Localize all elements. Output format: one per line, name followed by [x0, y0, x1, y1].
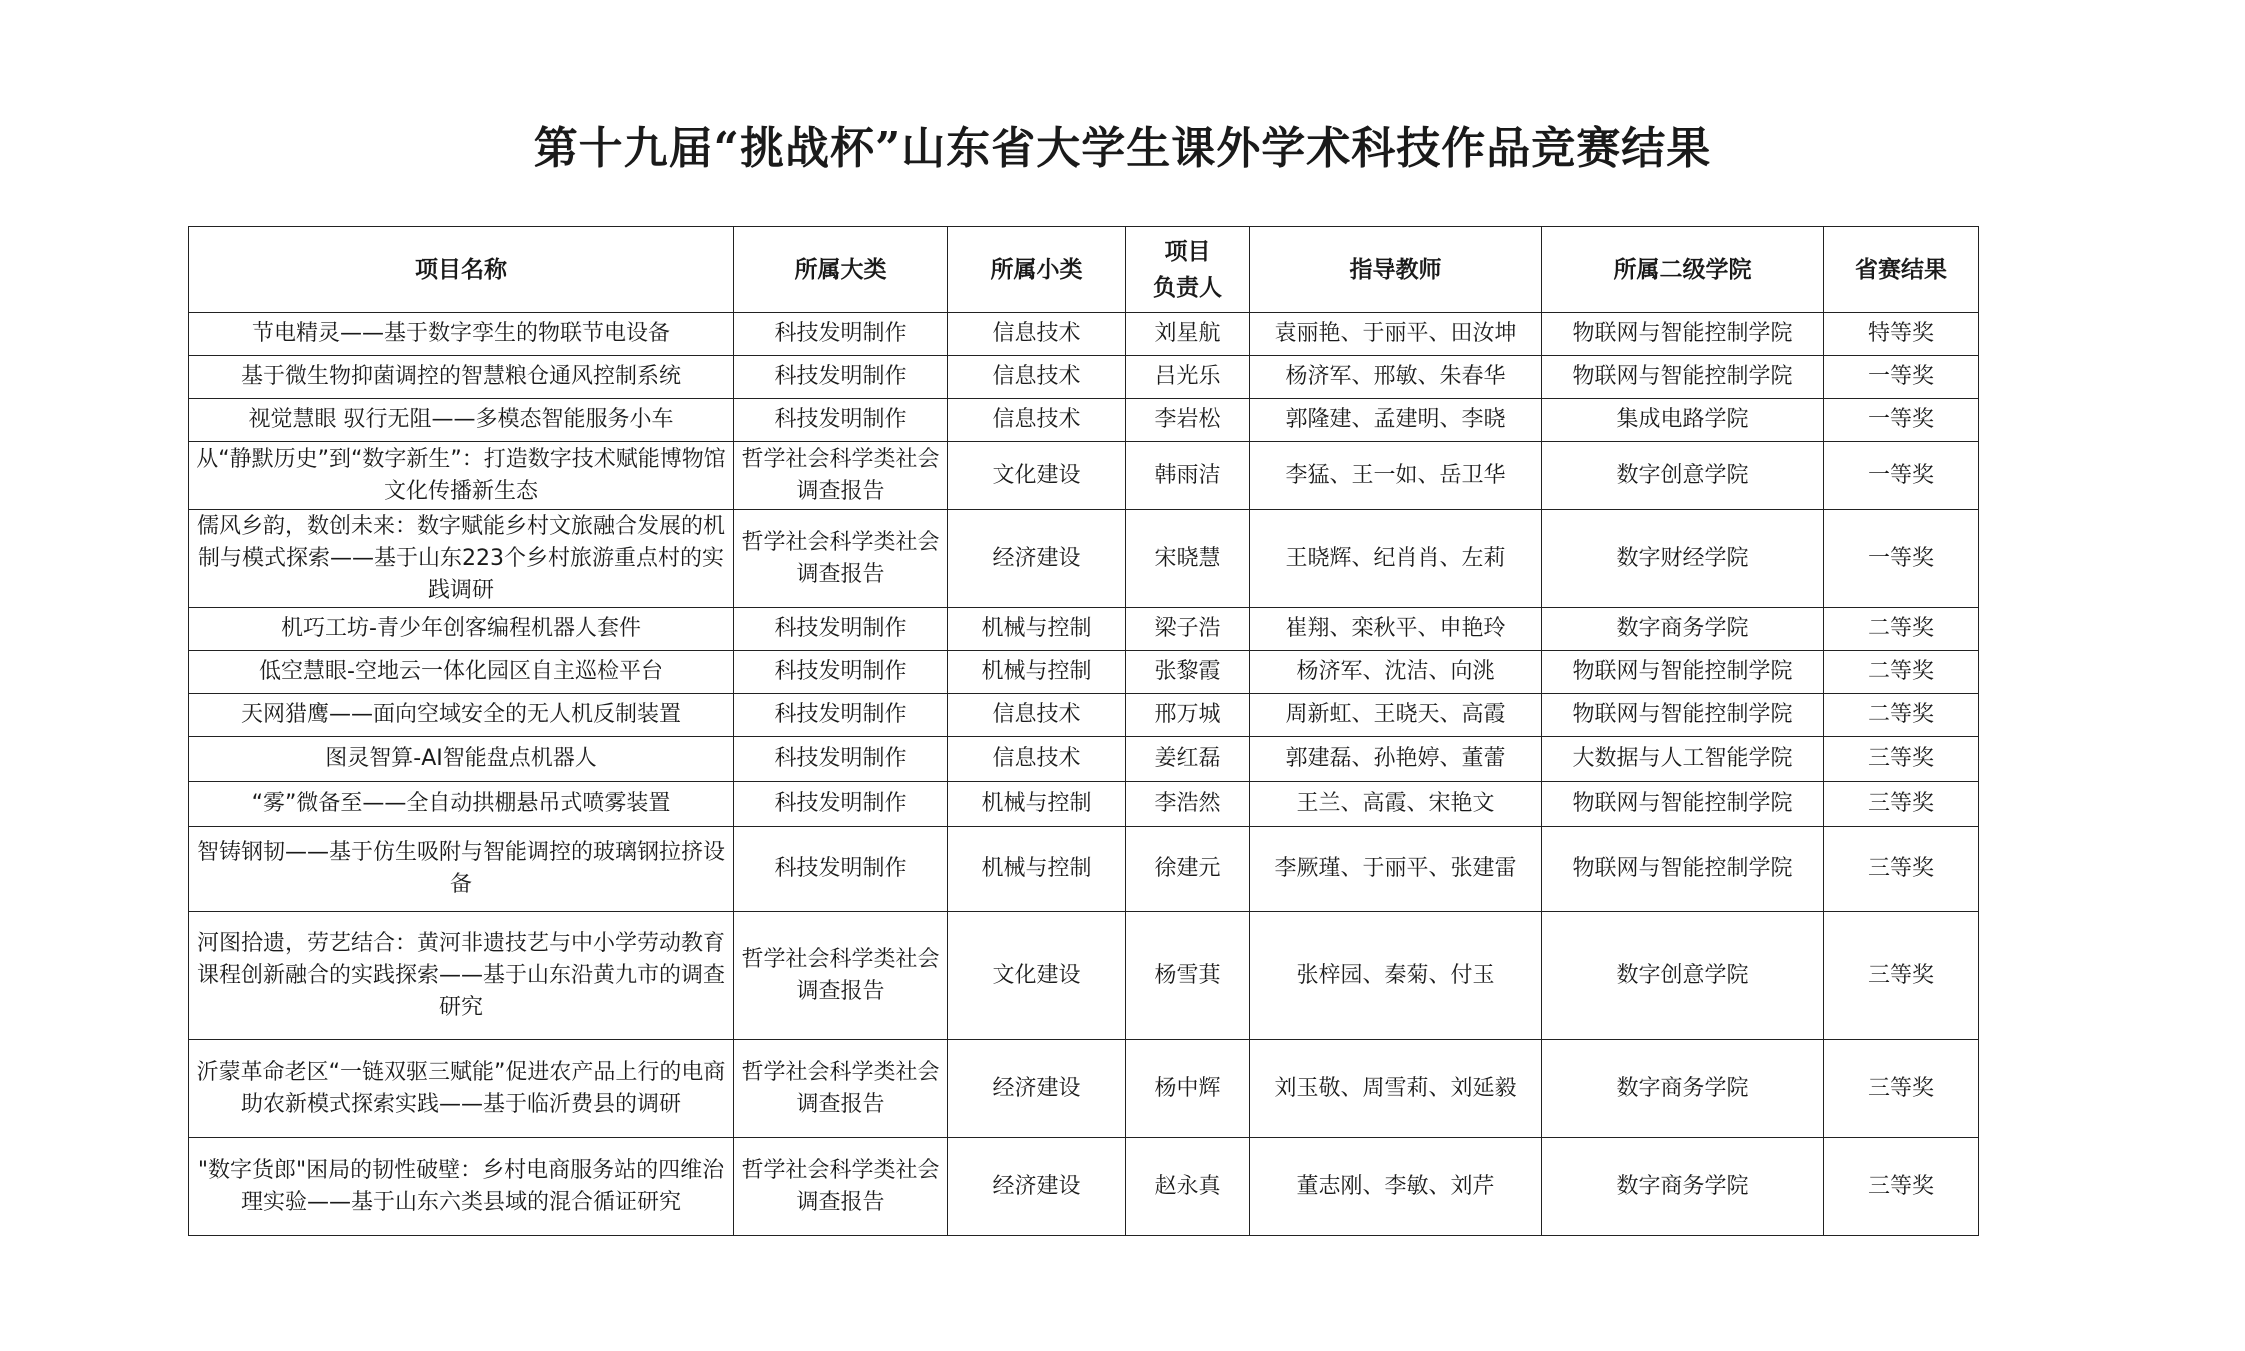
advisors-cell: 周新虹、王晓天、高霞 — [1250, 694, 1542, 737]
header-leader-line1: 项目 — [1164, 237, 1211, 265]
advisors-cell: 郭建磊、孙艳婷、董蕾 — [1250, 737, 1542, 782]
table-row — [189, 399, 1979, 442]
result-cell: 二等奖 — [1824, 694, 1979, 737]
leader-cell: 李浩然 — [1126, 782, 1250, 827]
leader-cell: 杨中辉 — [1126, 1040, 1250, 1138]
advisors-cell: 郭隆建、孟建明、李晓 — [1250, 399, 1542, 442]
advisors-cell: 王兰、高霞、宋艳文 — [1250, 782, 1542, 827]
header-category: 所属大类 — [734, 227, 948, 313]
subcategory-cell: 机械与控制 — [948, 827, 1126, 912]
result-cell: 三等奖 — [1824, 912, 1979, 1040]
advisors-cell: 李猛、王一如、岳卫华 — [1250, 442, 1542, 510]
subcategory-cell: 文化建设 — [948, 442, 1126, 510]
category-cell: 哲学社会科学类社会调查报告 — [734, 912, 948, 1040]
advisors-cell: 王晓辉、纪肖肖、左莉 — [1250, 510, 1542, 608]
category-cell: 科技发明制作 — [734, 782, 948, 827]
college-cell: 物联网与智能控制学院 — [1542, 356, 1824, 399]
header-subcategory: 所属小类 — [948, 227, 1126, 313]
result-cell: 一等奖 — [1824, 510, 1979, 608]
result-cell: 二等奖 — [1824, 608, 1979, 651]
result-cell: 一等奖 — [1824, 442, 1979, 510]
leader-cell: 张黎霞 — [1126, 651, 1250, 694]
advisors-cell: 崔翔、栾秋平、申艳玲 — [1250, 608, 1542, 651]
table-row — [189, 651, 1979, 694]
project-name-cell: 河图拾遗，劳艺结合：黄河非遗技艺与中小学劳动教育课程创新融合的实践探索——基于山东沿黄九市的调查研究 — [189, 912, 734, 1040]
result-cell: 三等奖 — [1824, 827, 1979, 912]
table-row — [189, 313, 1979, 356]
result-cell: 三等奖 — [1824, 737, 1979, 782]
header-result: 省赛结果 — [1824, 227, 1979, 313]
advisors-cell: 张梓园、秦菊、付玉 — [1250, 912, 1542, 1040]
college-cell: 数字创意学院 — [1542, 912, 1824, 1040]
result-cell: 特等奖 — [1824, 313, 1979, 356]
category-cell: 哲学社会科学类社会调查报告 — [734, 442, 948, 510]
subcategory-cell: 文化建设 — [948, 912, 1126, 1040]
leader-cell: 梁子浩 — [1126, 608, 1250, 651]
leader-cell: 杨雪萁 — [1126, 912, 1250, 1040]
subcategory-cell: 经济建设 — [948, 510, 1126, 608]
result-cell: 二等奖 — [1824, 651, 1979, 694]
college-cell: 物联网与智能控制学院 — [1542, 694, 1824, 737]
college-cell: 物联网与智能控制学院 — [1542, 782, 1824, 827]
college-cell: 物联网与智能控制学院 — [1542, 313, 1824, 356]
college-cell: 数字创意学院 — [1542, 442, 1824, 510]
leader-cell: 宋晓慧 — [1126, 510, 1250, 608]
subcategory-cell: 信息技术 — [948, 313, 1126, 356]
college-cell: 数字商务学院 — [1542, 1138, 1824, 1236]
category-cell: 哲学社会科学类社会调查报告 — [734, 1040, 948, 1138]
subcategory-cell: 机械与控制 — [948, 782, 1126, 827]
college-cell: 集成电路学院 — [1542, 399, 1824, 442]
college-cell: 数字财经学院 — [1542, 510, 1824, 608]
table-row — [189, 1040, 1979, 1138]
header-leader — [1126, 227, 1250, 313]
table-row — [189, 782, 1979, 827]
category-cell: 科技发明制作 — [734, 651, 948, 694]
leader-cell: 赵永真 — [1126, 1138, 1250, 1236]
document-title: 第十九届“挑战杯”山东省大学生课外学术科技作品竞赛结果 — [533, 123, 1712, 174]
result-cell: 三等奖 — [1824, 782, 1979, 827]
category-cell: 哲学社会科学类社会调查报告 — [734, 1138, 948, 1236]
category-cell: 科技发明制作 — [734, 694, 948, 737]
project-name-cell: 沂蒙革命老区“一链双驱三赋能”促进农产品上行的电商助农新模式探索实践——基于临沂费县的调研 — [189, 1040, 734, 1138]
result-cell: 一等奖 — [1824, 356, 1979, 399]
leader-cell: 邢万城 — [1126, 694, 1250, 737]
project-name-cell: 图灵智算-AI智能盘点机器人 — [189, 737, 734, 782]
table-row — [189, 737, 1979, 782]
subcategory-cell: 经济建设 — [948, 1138, 1126, 1236]
project-name-cell: 天网猎鹰——面向空域安全的无人机反制装置 — [189, 694, 734, 737]
project-name-cell: 视觉慧眼 驭行无阻——多模态智能服务小车 — [189, 399, 734, 442]
category-cell: 科技发明制作 — [734, 737, 948, 782]
leader-cell: 李岩松 — [1126, 399, 1250, 442]
category-cell: 科技发明制作 — [734, 356, 948, 399]
category-cell: 科技发明制作 — [734, 313, 948, 356]
subcategory-cell: 信息技术 — [948, 399, 1126, 442]
leader-cell: 徐建元 — [1126, 827, 1250, 912]
header-advisors: 指导教师 — [1250, 227, 1542, 313]
category-cell: 科技发明制作 — [734, 399, 948, 442]
advisors-cell: 袁丽艳、于丽平、田汝坤 — [1250, 313, 1542, 356]
table-row — [189, 608, 1979, 651]
category-cell: 哲学社会科学类社会调查报告 — [734, 510, 948, 608]
table-header-row — [189, 227, 1979, 313]
subcategory-cell: 信息技术 — [948, 737, 1126, 782]
advisors-cell: 李厥瑾、于丽平、张建雷 — [1250, 827, 1542, 912]
project-name-cell: 机巧工坊-青少年创客编程机器人套件 — [189, 608, 734, 651]
subcategory-cell: 经济建设 — [948, 1040, 1126, 1138]
project-name-cell: 智铸钢韧——基于仿生吸附与智能调控的玻璃钢拉挤设备 — [189, 827, 734, 912]
leader-cell: 韩雨洁 — [1126, 442, 1250, 510]
table-row — [189, 442, 1979, 510]
table-row — [189, 1138, 1979, 1236]
project-name-cell: 节电精灵——基于数字孪生的物联节电设备 — [189, 313, 734, 356]
leader-cell: 吕光乐 — [1126, 356, 1250, 399]
project-name-cell: 儒风乡韵，数创未来：数字赋能乡村文旅融合发展的机制与模式探索——基于山东223个乡村旅游重点村的实践调研 — [189, 510, 734, 608]
advisors-cell: 董志刚、李敏、刘芹 — [1250, 1138, 1542, 1236]
college-cell: 物联网与智能控制学院 — [1542, 651, 1824, 694]
advisors-cell: 杨济军、沈洁、向洮 — [1250, 651, 1542, 694]
college-cell: 物联网与智能控制学院 — [1542, 827, 1824, 912]
advisors-cell: 杨济军、邢敏、朱春华 — [1250, 356, 1542, 399]
project-name-cell: “雾”微备至——全自动拱棚悬吊式喷雾装置 — [189, 782, 734, 827]
subcategory-cell: 机械与控制 — [948, 651, 1126, 694]
leader-cell: 刘星航 — [1126, 313, 1250, 356]
header-college: 所属二级学院 — [1542, 227, 1824, 313]
leader-cell: 姜红磊 — [1126, 737, 1250, 782]
category-cell: 科技发明制作 — [734, 608, 948, 651]
project-name-cell: "数字货郎"困局的韧性破壁：乡村电商服务站的四维治理实验——基于山东六类县域的混合循证研究 — [189, 1138, 734, 1236]
table-row — [189, 510, 1979, 608]
subcategory-cell: 信息技术 — [948, 356, 1126, 399]
category-cell: 科技发明制作 — [734, 827, 948, 912]
subcategory-cell: 信息技术 — [948, 694, 1126, 737]
table-row — [189, 827, 1979, 912]
advisors-cell: 刘玉敬、周雪莉、刘延毅 — [1250, 1040, 1542, 1138]
college-cell: 数字商务学院 — [1542, 1040, 1824, 1138]
project-name-cell: 从“静默历史”到“数字新生”：打造数字技术赋能博物馆文化传播新生态 — [189, 442, 734, 510]
subcategory-cell: 机械与控制 — [948, 608, 1126, 651]
table-row — [189, 694, 1979, 737]
college-cell: 大数据与人工智能学院 — [1542, 737, 1824, 782]
project-name-cell: 基于微生物抑菌调控的智慧粮仓通风控制系统 — [189, 356, 734, 399]
table-row — [189, 912, 1979, 1040]
college-cell: 数字商务学院 — [1542, 608, 1824, 651]
result-cell: 三等奖 — [1824, 1040, 1979, 1138]
result-cell: 三等奖 — [1824, 1138, 1979, 1236]
header-leader-line2: 负责人 — [1153, 273, 1222, 301]
header-project-name: 项目名称 — [189, 227, 734, 313]
result-cell: 一等奖 — [1824, 399, 1979, 442]
results-table — [188, 226, 1979, 1236]
project-name-cell: 低空慧眼-空地云一体化园区自主巡检平台 — [189, 651, 734, 694]
table-row — [189, 356, 1979, 399]
